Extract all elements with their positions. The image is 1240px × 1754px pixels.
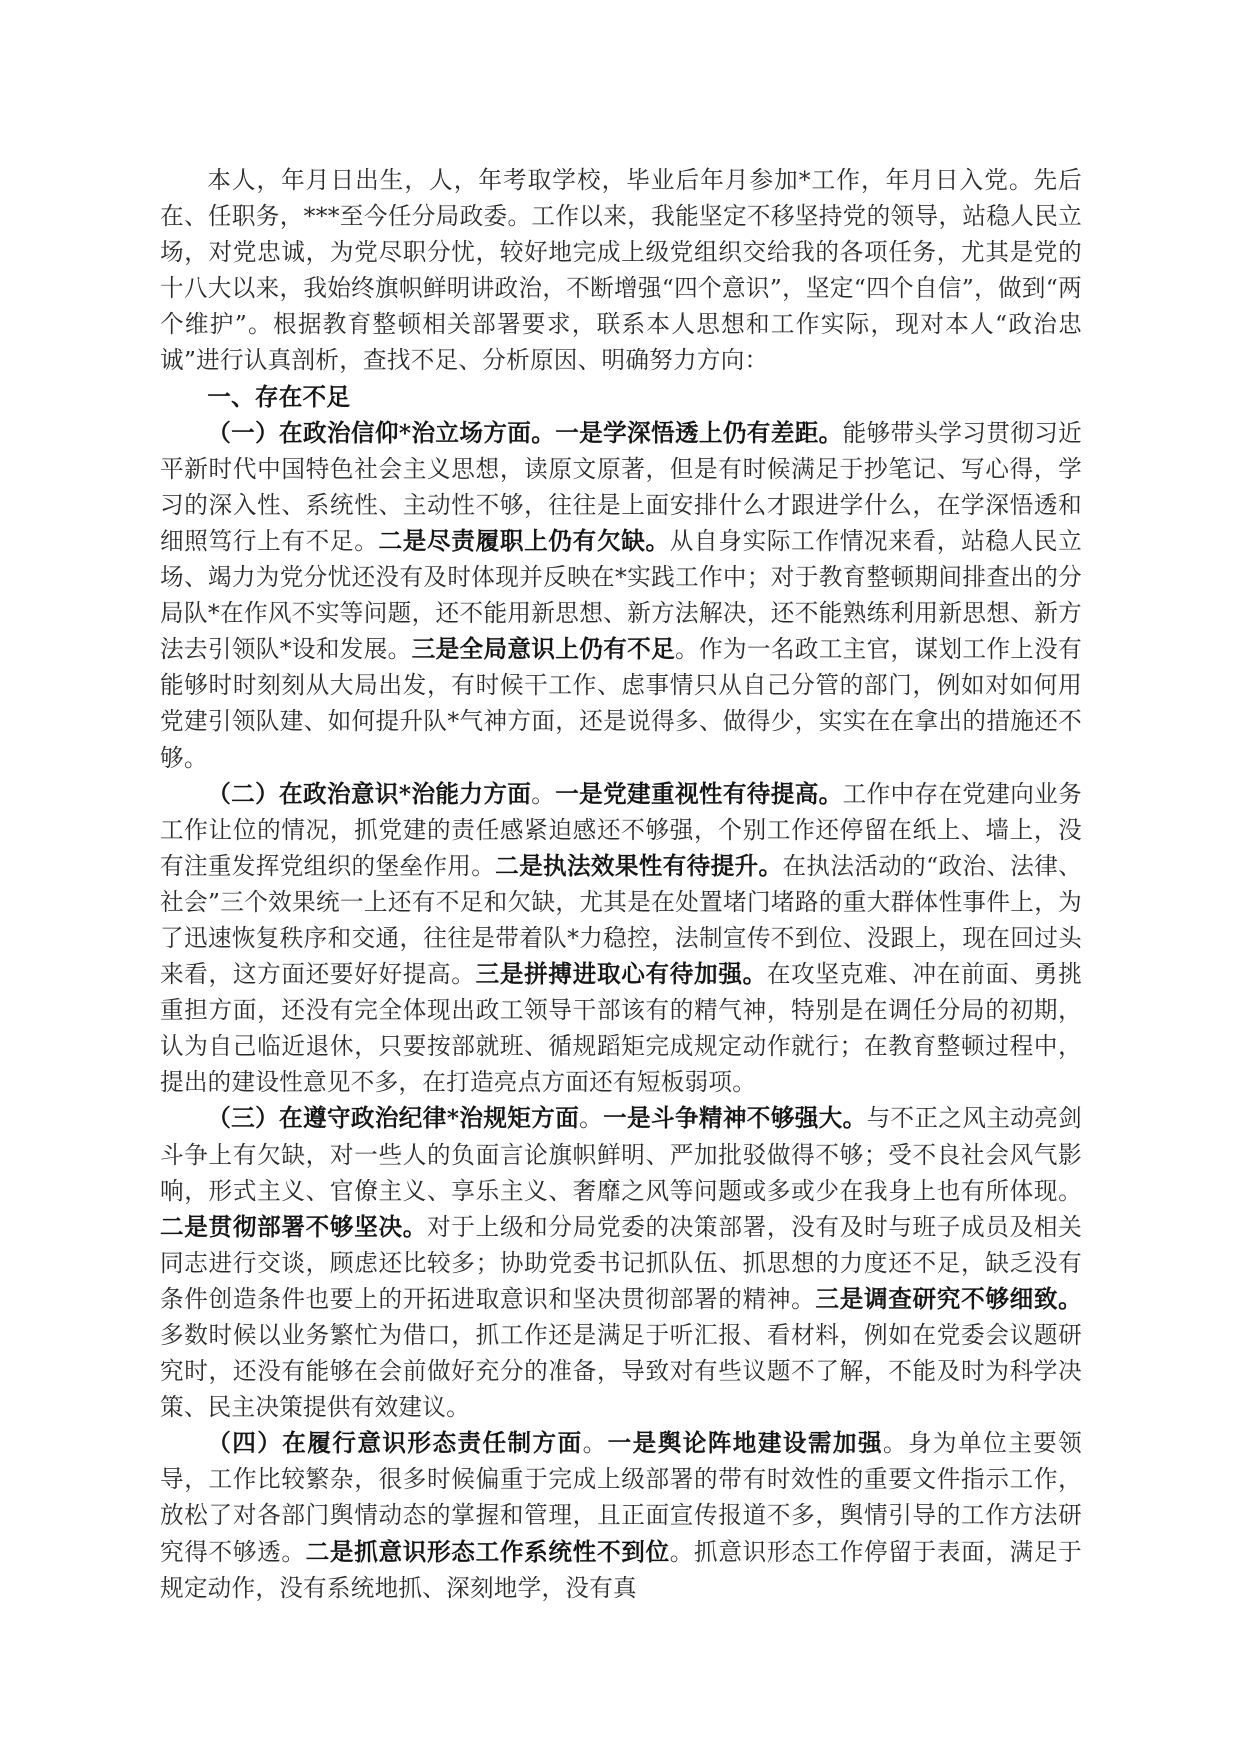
text-run: 与不正之风主动亮剑斗争上有欠缺，对一些人的负面言论旗帜鲜明、严加批驳做得不够；受不良社会风气影响，形式主义、官僚主义、享乐主义、奢靡之风等问题或多或少在我身上也有所体现。 [160, 1104, 1083, 1205]
bold-text-run: 三是全局意识上仍有不足 [411, 635, 676, 664]
bold-text-run: 一是学深悟透上仍有差距。 [555, 418, 843, 447]
bold-text-run: 二是执法效果性有待提升。 [495, 851, 783, 880]
text-run: 多数时候以业务繁忙为借口，抓工作还是满足于听汇报、看材料，例如在党委会议题研究时，还没有能够在会前做好充分的准备，导致对有些议题不了解，不能及时为科学决策、民主决策提供有效建议。 [160, 1321, 1082, 1422]
body-paragraph [160, 162, 1082, 379]
bold-text-run: 一是党建重视性有待提高。 [555, 779, 843, 808]
document-page [160, 162, 1082, 1606]
bold-text-run: 二是抓意识形态工作系统性不到位 [305, 1537, 670, 1566]
section-heading [160, 379, 1082, 415]
text-run: 能够带头学习贯彻习近平新时代中国特色社会主义思想，读原文原著，但是有时候满足于抄笔记、写心得，学习的深入性、系统性、主动性不够，往往是上面安排什么才跟进学什么，在学深悟透和细照笃行上有不足。 [160, 418, 1083, 555]
bold-text-run: 三是拼搏进取心有待加强。 [475, 960, 767, 989]
bold-text-run: 一、存在不足 [207, 382, 351, 411]
bold-text-run: （三）在遵守政治纪律*治规矩方面 [207, 1104, 580, 1133]
bold-text-run: 一是斗争精神不够强大。 [603, 1104, 867, 1133]
bold-text-run: 二是尽责履职上仍有欠缺。 [378, 526, 670, 555]
body-paragraph [160, 776, 1082, 1101]
bold-text-run: （四）在履行意识形态责任制方面 [207, 1429, 583, 1458]
text-run: 在执法活动的“政治、法律、社会”三个效果统一上还有不足和欠缺，尤其是在处置堵门堵路的重大群体性事件上，为了迅速恢复秩序和交通，往往是带着队*力稳控，法制宣传不到位、没跟上，现在回过头来看，这方面还要好好提高。 [160, 851, 1083, 989]
bold-text-run: 二是贯彻部署不够坚决。 [160, 1212, 428, 1241]
bold-text-run: 三是调查研究不够细致。 [815, 1284, 1083, 1313]
body-paragraph [160, 1100, 1082, 1425]
bold-text-run: 一是舆论阵地建设需加强 [607, 1429, 883, 1458]
text-run: 本人，年月日出生，人，年考取学校，毕业后年月参加*工作，年月日入党。先后在、任职务，***至今任分局政委。工作以来，我能坚定不移坚持党的领导，站稳人民立场，对党忠诚，为党尽职分忧，较好地完成上级党组织交给我的各项任务，尤其是党的十八大以来，我始终旗帜鲜明讲政治，不断增强“四个意识”，坚定“四个自信”，做到“两个维护”。根据教育整顿相关部署要求，联系本人思想和工作实际，现对本人“政治忠诚”进行认真剖析，查找不足、分析原因、明确努力方向： [160, 166, 1082, 375]
bold-text-run: （二）在政治意识*治能力方面 [207, 779, 532, 808]
text-run: 对于上级和分局党委的决策部署，没有及时与班子成员及相关同志进行交谈，顾虑还比较多；协助党委书记抓队伍、抓思想的力度还不足，缺乏没有条件创造条件也要上的开拓进取意识和坚决贯彻部署的精神。 [160, 1212, 1083, 1313]
text-run: 。 [582, 1429, 608, 1458]
text-run: 。作为一名政工主官，谋划工作上没有能够时时刻刻从大局出发，有时候干工作、虑事情只从自己分管的部门，例如对如何用党建引领队建、如何提升队*气神方面，还是说得多、做得少，实实在在拿出的措施还不够。 [160, 635, 1083, 772]
body-paragraph [160, 1425, 1082, 1605]
text-run: 从自身实际工作情况来看，站稳人民立场、竭力为党分忧还没有及时体现并反映在*实践工作中；对于教育整顿期间排查出的分局队*在作风不实等问题，还不能用新思想、新方法解决，还不能熟练利用新思想、新方法去引领队*设和发展。 [160, 526, 1083, 664]
body-paragraph [160, 415, 1082, 776]
text-run: 工作中存在党建向业务工作让位的情况，抓党建的责任感紧迫感还不够强，个别工作还停留在纸上、墙上，没有注重发挥党组织的堡垒作用。 [160, 779, 1083, 880]
text-run: 。身为单位主要领导，工作比较繁杂，很多时候偏重于完成上级部署的带有时效性的重要文件指示工作，放松了对各部门舆情动态的掌握和管理，且正面宣传报道不多，舆情引导的工作方法研究得不够透。 [160, 1429, 1083, 1566]
text-run: 。 [531, 779, 556, 808]
text-run: 在攻坚克难、冲在前面、勇挑重担方面，还没有完全体现出政工领导干部该有的精气神，特别是在调任分局的初期，认为自己临近退休，只要按部就班、循规蹈矩完成规定动作就行；在教育整顿过程中，提出的建设性意见不多，在打造亮点方面还有短板弱项。 [160, 960, 1083, 1097]
text-run: 。抓意识形态工作停留于表面，满足于规定动作，没有系统地抓、深刻地学，没有真 [160, 1537, 1083, 1602]
bold-text-run: （一）在政治信仰*治立场方面。 [207, 418, 556, 447]
text-run: 。 [579, 1104, 604, 1133]
